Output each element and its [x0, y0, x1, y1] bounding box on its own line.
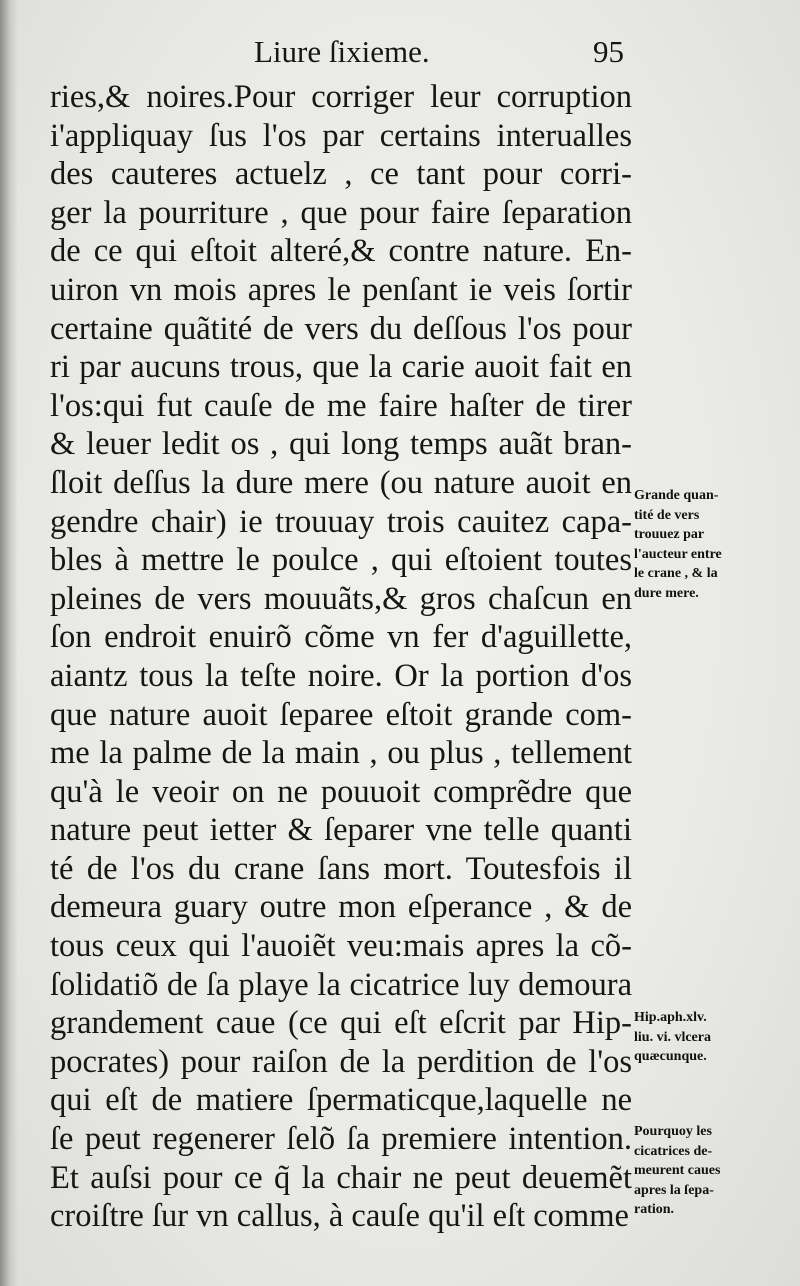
note-line: dure mere. — [634, 585, 699, 601]
text-line: ries,& noires.Pour corriger leur corruption — [50, 79, 632, 115]
note-line: apres la ſepa- — [634, 1182, 714, 1198]
note-line: tité de vers — [634, 507, 700, 523]
text-line: i'appliquay ſus l'os par certains interualles — [50, 117, 632, 154]
note-line: ration. — [634, 1202, 675, 1217]
text-line: qui eſt de matiere ſpermaticque,laquelle ne — [50, 1082, 632, 1119]
text-line: que nature auoit ſeparee eſtoit grande com- — [50, 696, 632, 733]
note-line: l'aucteur entre — [634, 546, 722, 562]
page-number: 95 — [593, 34, 624, 69]
text-line: pocrates) pour raiſon de la perdition de l'os — [50, 1043, 632, 1080]
marginal-note-hippocrates-ref — [634, 1008, 780, 1067]
note-line: le crane , & la — [634, 566, 718, 581]
gutter-shadow — [0, 0, 18, 1286]
text-line: aiantz tous la teſte noire. Or la portion d'os — [50, 657, 632, 694]
note-line: cicatrices de- — [634, 1143, 713, 1159]
running-head-title: Liure ſixieme. — [254, 34, 430, 69]
text-line: ri par aucuns trous, que la carie auoit fait en — [50, 349, 632, 386]
text-line: pleines de vers mouuãts,& gros chaſcun en — [50, 580, 632, 617]
text-line: tous ceux qui l'auoiẽt veu:mais apres la cõ- — [50, 928, 632, 965]
text-line: ſloit deſſus la dure mere (ou nature auoit en — [50, 464, 632, 501]
text-line: ſe peut regenerer ſelõ ſa premiere intention. — [50, 1121, 632, 1158]
text-line: l'os:qui fut cauſe de me faire haſter de tirer — [50, 387, 632, 424]
text-line: té de l'os du crane ſans mort. Toutesfois il — [50, 850, 632, 887]
text-line: Et auſsi pour ce q̃ la chair ne peut deuemẽt — [50, 1159, 632, 1196]
text-line: certaine quãtité de vers du deſſous l'os pour — [50, 310, 632, 347]
text-line: grandement caue (ce qui eſt eſcrit par Hip- — [50, 1005, 632, 1042]
note-line: quæcunque. — [634, 1049, 707, 1064]
note-line: liu. vi. vlcera — [634, 1029, 711, 1045]
text-line: ger la pourriture , que pour faire ſeparation — [50, 194, 632, 231]
note-line: Hip.aph.xlv. — [634, 1010, 707, 1025]
note-line: trouuez par — [634, 527, 705, 542]
text-line: croiſtre ſur vn callus, à cauſe qu'il eſt comme — [50, 1198, 629, 1235]
text-line: bles à mettre le poulce , qui eſtoient toutes — [50, 542, 632, 579]
note-line: Grande quan- — [634, 488, 719, 503]
main-text-block — [50, 78, 632, 1236]
marginal-note-worms-found — [634, 486, 780, 603]
running-head — [0, 28, 800, 76]
text-line: ſolidatiõ de ſa playe la cicatrice luy demoura — [50, 966, 632, 1003]
note-line: meurent caues — [634, 1163, 721, 1178]
text-line: & leuer ledit os , qui long temps auãt bran- — [50, 426, 632, 463]
text-line: uiron vn mois apres le penſant ie veis ſortir — [50, 271, 632, 308]
text-line: ſon endroit enuirõ cõme vn fer d'aguillette, — [50, 619, 632, 656]
note-line: Pourquoy les — [634, 1124, 712, 1139]
text-line: nature peut ietter & ſeparer vne telle quanti — [50, 812, 632, 849]
text-line: gendre chair) ie trouuay trois cauitez capa- — [50, 503, 632, 540]
text-line: me la palme de la main , ou plus , tellement — [50, 735, 632, 772]
text-line: des cauteres actuelz , ce tant pour corri- — [50, 156, 632, 193]
marginal-note-scars — [634, 1122, 780, 1220]
text-line: qu'à le veoir on ne pouuoit comprẽdre que — [50, 773, 632, 810]
text-line: demeura guary outre mon eſperance , & de — [50, 889, 632, 926]
text-line: de ce qui eſtoit alteré,& contre nature. En- — [50, 233, 632, 270]
